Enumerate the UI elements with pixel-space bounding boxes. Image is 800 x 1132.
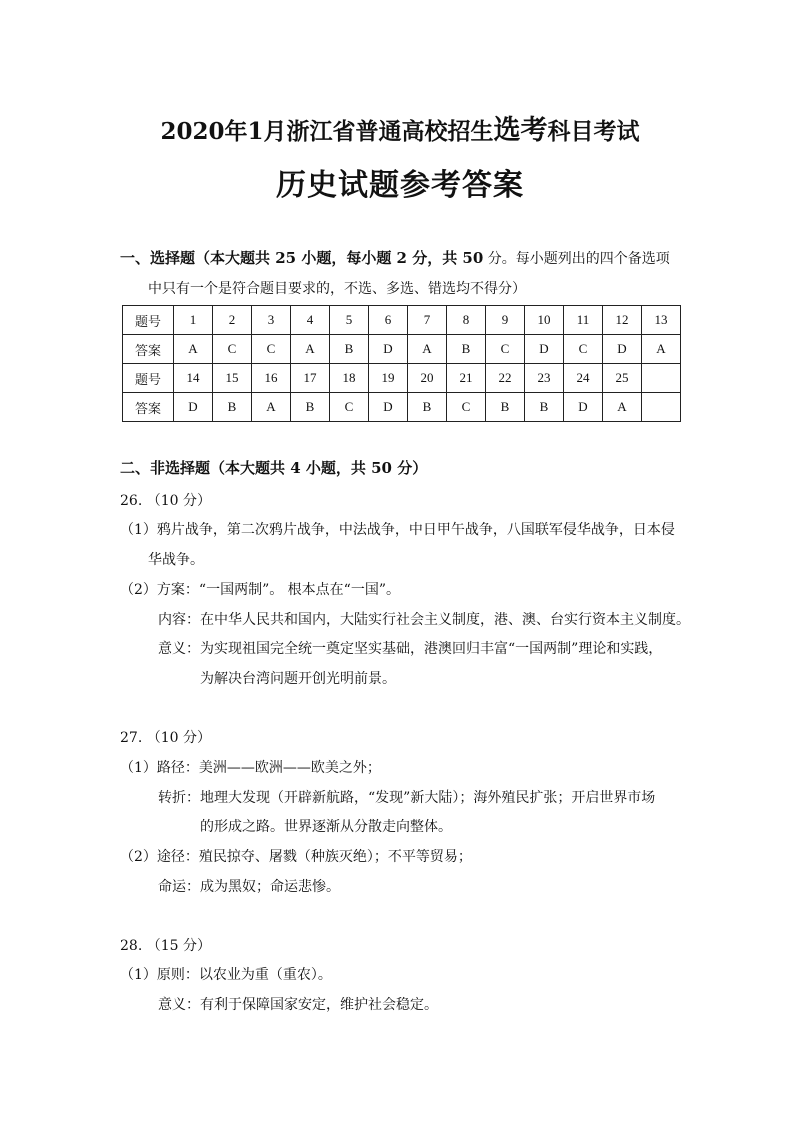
section1-heading xyxy=(120,247,670,268)
table-cell: C xyxy=(252,335,291,364)
table-cell: D xyxy=(369,335,408,364)
q27-part2-line1: （2）途径：殖民掠夺、屠戮（种族灭绝）；不平等贸易； xyxy=(120,849,472,865)
table-cell: B xyxy=(213,393,252,422)
table-row xyxy=(123,393,681,422)
answer-table xyxy=(122,305,681,422)
section1-heading-rest: 分。每小题列出的四个备选项 xyxy=(483,251,670,267)
table-cell: D xyxy=(603,335,642,364)
table-cell-label: 答案 xyxy=(123,393,174,422)
table-cell: C xyxy=(213,335,252,364)
q28-part1-line1: （1）原则：以农业为重（重农）。 xyxy=(120,967,332,983)
exam-title-part2: 科目考试 xyxy=(547,118,640,145)
q26-part1-line2: 华战争。 xyxy=(148,552,204,568)
table-cell: C xyxy=(564,335,603,364)
q27-head: 27. （10 分） xyxy=(120,730,211,746)
table-cell: D xyxy=(564,393,603,422)
table-cell: B xyxy=(408,393,447,422)
table-cell: A xyxy=(291,335,330,364)
table-cell: 17 xyxy=(291,364,330,393)
table-cell: 11 xyxy=(564,306,603,335)
page-title: 历史试题参考答案 xyxy=(276,168,524,203)
table-cell: A xyxy=(252,393,291,422)
exam-title-part1: 2020年1月浙江省普通高校招生 xyxy=(160,118,494,145)
table-cell: 18 xyxy=(330,364,369,393)
q26-part2-line2: 内容：在中华人民共和国内，大陆实行社会主义制度，港、澳、台实行资本主义制度。 xyxy=(158,612,690,628)
q27-part2-line2: 命运：成为黑奴；命运悲惨。 xyxy=(158,879,340,895)
q28-part1-line2: 意义：有利于保障国家安定，维护社会稳定。 xyxy=(158,997,438,1013)
table-cell: 23 xyxy=(525,364,564,393)
table-cell: 22 xyxy=(486,364,525,393)
table-cell: D xyxy=(525,335,564,364)
section1-instructions: 中只有一个是符合题目要求的，不选、多选、错选均不得分） xyxy=(148,281,526,297)
table-cell: 24 xyxy=(564,364,603,393)
table-row xyxy=(123,335,681,364)
table-cell: 1 xyxy=(174,306,213,335)
table-cell: C xyxy=(486,335,525,364)
table-cell-label: 答案 xyxy=(123,335,174,364)
exam-title xyxy=(0,108,800,147)
table-cell: B xyxy=(291,393,330,422)
table-cell-label: 题号 xyxy=(123,306,174,335)
table-cell: D xyxy=(369,393,408,422)
table-cell: A xyxy=(642,335,681,364)
table-cell: A xyxy=(174,335,213,364)
table-cell: 8 xyxy=(447,306,486,335)
table-cell: 2 xyxy=(213,306,252,335)
q26-part2-line1: （2）方案：“一国两制”。 根本点在“一国”。 xyxy=(120,582,400,598)
table-cell: 10 xyxy=(525,306,564,335)
table-cell: C xyxy=(447,393,486,422)
table-cell xyxy=(642,364,681,393)
table-row xyxy=(123,306,681,335)
table-cell: 21 xyxy=(447,364,486,393)
table-row xyxy=(123,364,681,393)
q26-part2-line3: 意义：为实现祖国完全统一奠定坚实基础，港澳回归丰富“一国两制”理论和实践， xyxy=(158,641,663,657)
exam-title-emphasis: 选考 xyxy=(493,115,548,146)
q28-head: 28. （15 分） xyxy=(120,938,211,954)
table-cell: 16 xyxy=(252,364,291,393)
q26-head: 26. （10 分） xyxy=(120,493,211,509)
table-cell: 13 xyxy=(642,306,681,335)
table-cell: A xyxy=(408,335,447,364)
table-cell: 5 xyxy=(330,306,369,335)
table-cell: B xyxy=(486,393,525,422)
table-cell: 4 xyxy=(291,306,330,335)
q26-part1-line1: （1）鸦片战争，第二次鸦片战争，中法战争，中日甲午战争，八国联军侵华战争，日本侵 xyxy=(120,522,675,538)
table-cell: B xyxy=(447,335,486,364)
q26-part2-line4: 为解决台湾问题开创光明前景。 xyxy=(200,671,396,687)
table-cell: 12 xyxy=(603,306,642,335)
table-cell: C xyxy=(330,393,369,422)
table-cell: 6 xyxy=(369,306,408,335)
table-cell: A xyxy=(603,393,642,422)
q27-part1-line1: （1）路径：美洲——欧洲——欧美之外； xyxy=(120,760,381,776)
table-cell: 14 xyxy=(174,364,213,393)
table-cell: B xyxy=(525,393,564,422)
table-cell-label: 题号 xyxy=(123,364,174,393)
table-cell: 9 xyxy=(486,306,525,335)
table-cell: 25 xyxy=(603,364,642,393)
table-cell: 3 xyxy=(252,306,291,335)
section1-heading-bold: 一、选择题（本大题共 25 小题，每小题 2 分，共 50 xyxy=(120,249,484,267)
table-cell xyxy=(642,393,681,422)
q27-part1-line3: 的形成之路。世界逐渐从分散走向整体。 xyxy=(200,819,452,835)
table-cell: 15 xyxy=(213,364,252,393)
section2-heading: 二、非选择题（本大题共 4 小题，共 50 分） xyxy=(120,459,428,477)
q27-part1-line2: 转折：地理大发现（开辟新航路，“发现”新大陆）；海外殖民扩张；开启世界市场 xyxy=(158,790,656,806)
table-cell: 20 xyxy=(408,364,447,393)
table-cell: 7 xyxy=(408,306,447,335)
table-cell: B xyxy=(330,335,369,364)
table-cell: D xyxy=(174,393,213,422)
table-cell: 19 xyxy=(369,364,408,393)
